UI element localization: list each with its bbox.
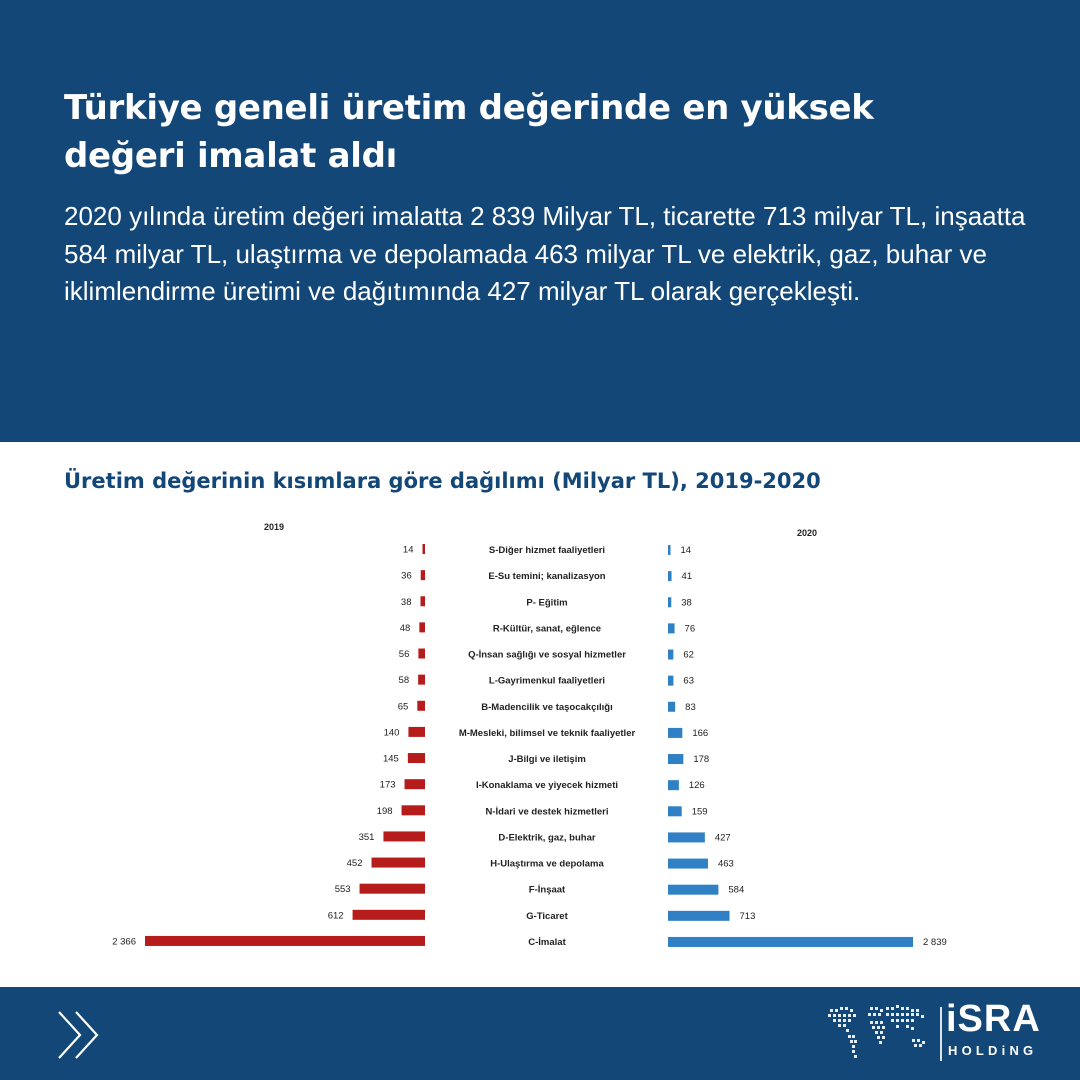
- bar-2019: [421, 570, 425, 580]
- value-label-2020: 463: [717, 858, 734, 870]
- category-label: B-Madencilik ve taşocakçılığı: [481, 701, 613, 713]
- bar-2020: [668, 728, 682, 738]
- bar-2020: [668, 571, 672, 581]
- value-label-2020: 166: [692, 727, 709, 739]
- category-label: G-Ticaret: [526, 910, 568, 922]
- value-label-2020: 178: [693, 754, 710, 766]
- category-label: S-Diğer hizmet faaliyetleri: [488, 545, 606, 556]
- logo-wordmark: iSRA: [946, 998, 1041, 1040]
- bar-2019: [418, 649, 425, 659]
- category-label: E-Su temini; kanalizasyon: [488, 571, 606, 583]
- category-label: N-İdari ve destek hizmetleri: [485, 806, 609, 818]
- headline: Türkiye geneli üretim değerinde en yüksek değeri imalat aldı: [64, 88, 874, 176]
- value-label-2019: 173: [379, 779, 396, 791]
- bar-2019: [405, 779, 425, 789]
- value-label-2020: 14: [680, 545, 692, 556]
- bar-2020: [668, 650, 673, 660]
- value-label-2020: 38: [681, 597, 692, 609]
- legend-2019: 2019: [263, 522, 285, 532]
- category-label: P- Eğitim: [526, 597, 568, 609]
- bar-2019: [372, 858, 425, 868]
- bar-2019: [408, 753, 425, 763]
- bar-2019: [408, 727, 425, 737]
- category-label: L-Gayrimenkul faaliyetleri: [488, 675, 606, 687]
- value-label-2020: 41: [681, 571, 693, 583]
- world-map-icon: [824, 999, 934, 1065]
- category-label: J-Bilgi ve iletişim: [508, 754, 586, 766]
- bar-2020: [668, 623, 675, 633]
- bar-2019: [419, 622, 425, 632]
- bar-2019: [402, 805, 425, 815]
- value-label-2019: 2 366: [112, 936, 136, 948]
- bar-2020: [668, 806, 682, 816]
- bar-2020: [668, 702, 675, 712]
- value-label-2020: 427: [714, 832, 731, 844]
- value-label-2020: 63: [683, 675, 695, 687]
- bar-2019: [417, 701, 425, 711]
- logo-subtitle: HOLDiNG: [948, 1043, 1038, 1058]
- value-label-2019: 36: [401, 570, 412, 582]
- bar-2020: [668, 754, 683, 764]
- value-label-2019: 38: [400, 596, 412, 608]
- value-label-2020: 584: [728, 884, 745, 896]
- bar-2020: [668, 780, 679, 790]
- value-label-2019: 452: [346, 858, 363, 870]
- company-logo: [824, 993, 1044, 1073]
- bar-2020: [668, 911, 730, 921]
- category-label: C-İmalat: [528, 936, 566, 948]
- logo-separator: [940, 1007, 942, 1061]
- value-label-2019: 56: [398, 649, 410, 661]
- bar-2019: [383, 831, 425, 841]
- bar-2020: [668, 676, 673, 686]
- footer-bar: [0, 987, 1080, 1080]
- bar-2020: [668, 545, 671, 555]
- value-label-2019: 612: [327, 910, 344, 922]
- butterfly-bar-chart: [0, 505, 1080, 985]
- value-label-2019: 198: [376, 805, 393, 817]
- bar-2020: [668, 859, 708, 869]
- value-label-2019: 65: [397, 701, 409, 713]
- category-label: I-Konaklama ve yiyecek hizmeti: [475, 780, 619, 792]
- lead-paragraph: 2020 yılında üretim değeri imalatta 2 839 Milyar TL, ticarette 713 milyar TL, inşaatta 584 milyar TL, ulaştırma ve depolamada 463 milyar TL ve elektrik, gaz, buhar ve iklimlendirme üretimi ve dağıtımında 427 milyar TL olarak gerçekleşti.: [64, 201, 1026, 306]
- value-label-2019: 58: [398, 675, 410, 687]
- value-label-2020: 2 839: [923, 936, 947, 948]
- category-label: F-İnşaat: [528, 884, 566, 896]
- double-chevron-right-icon[interactable]: [56, 1009, 102, 1061]
- value-label-2019: 351: [358, 831, 375, 843]
- category-label: R-Kültür, sanat, eğlence: [492, 623, 602, 635]
- value-label-2019: 48: [399, 622, 411, 634]
- bar-2020: [668, 832, 705, 842]
- value-label-2019: 553: [334, 884, 351, 896]
- value-label-2019: 14: [402, 544, 414, 556]
- bar-2019: [353, 910, 425, 920]
- bar-2019: [145, 936, 425, 946]
- value-label-2020: 76: [684, 623, 696, 635]
- category-label: H-Ulaştırma ve depolama: [490, 858, 604, 870]
- value-label-2020: 159: [691, 806, 708, 818]
- value-label-2020: 83: [685, 701, 696, 713]
- category-label: Q-İnsan sağlığı ve sosyal hizmetler: [468, 649, 626, 661]
- bar-2019: [360, 884, 425, 894]
- category-label: D-Elektrik, gaz, buhar: [498, 832, 596, 844]
- bar-2019: [423, 544, 426, 554]
- bar-2020: [668, 937, 913, 947]
- value-label-2019: 145: [382, 753, 399, 765]
- category-label: M-Mesleki, bilimsel ve teknik faaliyetler: [458, 727, 636, 739]
- chart-title: Üretim değerinin kısımlara göre dağılımı (Milyar TL), 2019-2020: [64, 469, 821, 493]
- header-panel: [0, 0, 1080, 442]
- bar-2019: [418, 675, 425, 685]
- bar-2019: [421, 596, 425, 606]
- bar-2020: [668, 597, 671, 607]
- bar-2020: [668, 885, 718, 895]
- value-label-2020: 713: [739, 910, 756, 922]
- value-label-2020: 62: [683, 649, 694, 661]
- value-label-2020: 126: [688, 780, 705, 792]
- value-label-2019: 140: [383, 727, 400, 739]
- legend-2020: 2020: [796, 528, 818, 538]
